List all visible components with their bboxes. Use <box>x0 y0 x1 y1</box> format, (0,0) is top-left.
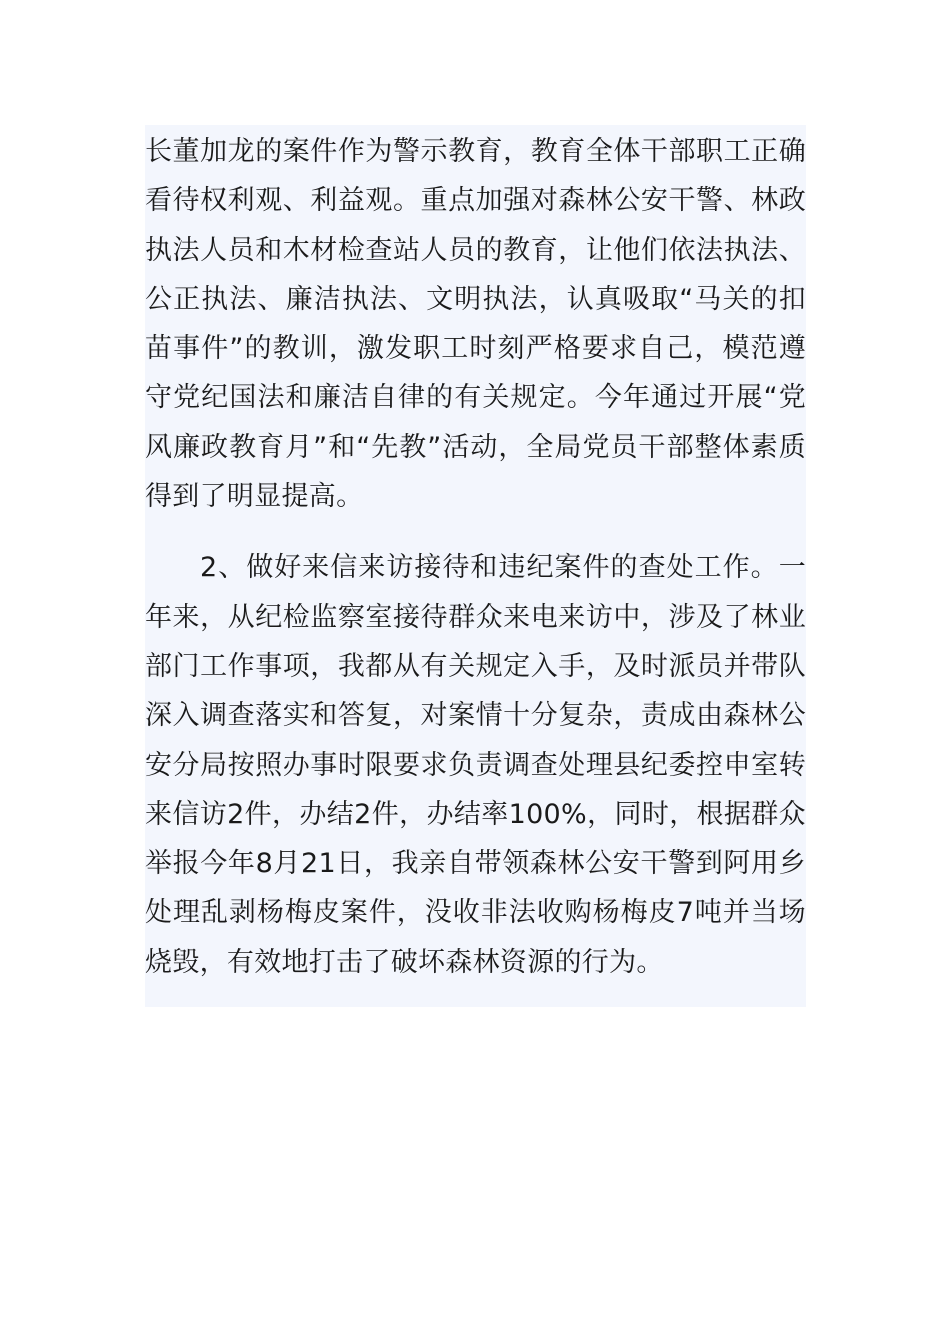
paragraph-2: 2、做好来信来访接待和违纪案件的查处工作。一年来，从纪检监察室接待群众来电来访中，涉及了林业部门工作事项，我都从有关规定入手，及时派员并带队深入调查落实和答复，对案情十分复杂，责成由森林公安分局按照办事时限要求负责调查处理县纪委控申室转来信访2件，办结2件，办结率100%，同时，根据群众举报今年8月21日，我亲自带领森林公安干警到阿用乡处理乱剥杨梅皮案件，没收非法收购杨梅皮7吨并当场烧毁，有效地打击了破坏森林资源的行为。 <box>145 552 806 978</box>
paragraph-1: 长董加龙的案件作为警示教育，教育全体干部职工正确看待权利观、利益观。重点加强对森林公安干警、林政执法人员和木材检查站人员的教育，让他们依法执法、公正执法、廉洁执法、文明执法，认真吸取“马关的扣苗事件”的教训，激发职工时刻严格要求自己，模范遵守党纪国法和廉洁自律的有关规定。今年通过开展“党风廉政教育月”和“先教”活动，全局党员干部整体素质得到了明显提高。 <box>145 136 806 513</box>
text-block <box>145 125 806 1007</box>
